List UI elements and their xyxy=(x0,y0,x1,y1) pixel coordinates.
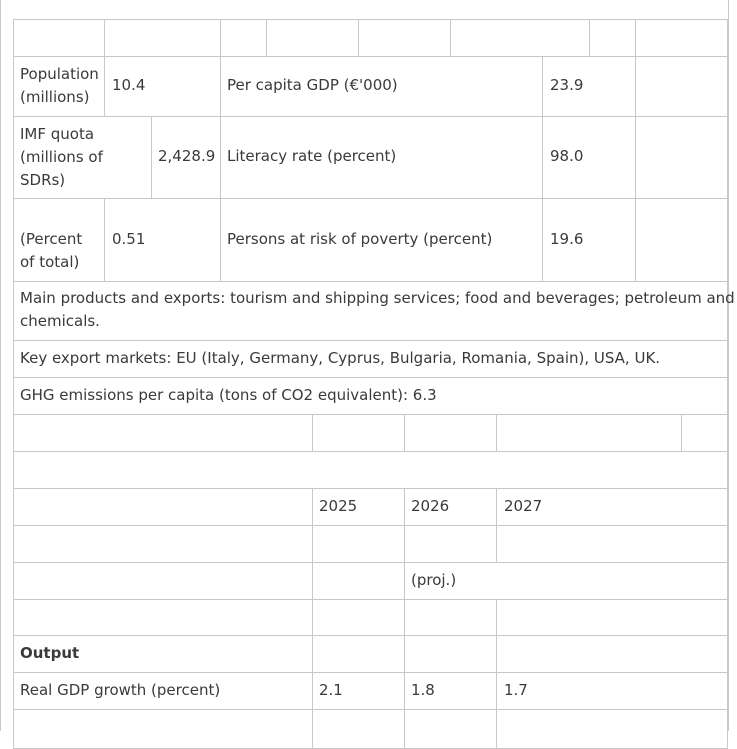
table-cell xyxy=(312,562,405,600)
pct-label-cell xyxy=(13,198,105,282)
population-value-cell xyxy=(104,56,221,117)
poverty-label-cell xyxy=(220,198,543,282)
gdp-value: 23.9 xyxy=(550,76,584,94)
empty-cell xyxy=(635,56,728,117)
population-label-cell xyxy=(13,56,105,117)
year-cell xyxy=(404,488,497,526)
table-cell xyxy=(13,488,313,526)
table-cell xyxy=(404,599,497,636)
gdp-value-cell xyxy=(542,56,636,117)
literacy-label: Literacy rate (percent) xyxy=(227,147,397,165)
ghg-note-cell xyxy=(13,377,728,415)
literacy-value-cell xyxy=(542,116,636,199)
table-cell xyxy=(13,599,313,636)
table-cell xyxy=(404,414,497,452)
population-label-line1: Population xyxy=(20,65,99,83)
year-2025: 2025 xyxy=(319,497,358,515)
products-note-line1: Main products and exports: tourism and shipping services; food and beverages; petroleum and xyxy=(20,289,735,307)
imf-value: 2,428.9 xyxy=(158,147,216,165)
header-cell xyxy=(358,19,451,57)
ghg-note: GHG emissions per capita (tons of CO2 equivalent): 6.3 xyxy=(20,386,437,404)
table-cell xyxy=(13,451,728,489)
year-cell xyxy=(496,488,728,526)
table-cell xyxy=(496,414,682,452)
poverty-label: Persons at risk of poverty (percent) xyxy=(227,230,493,248)
row-label: Real GDP growth (percent) xyxy=(20,681,221,699)
table-cell xyxy=(312,525,405,563)
value-cell xyxy=(404,672,497,710)
pct-label-line1: (Percent xyxy=(20,230,83,248)
imf-label-line3: SDRs) xyxy=(20,171,66,189)
table-cell xyxy=(13,525,313,563)
table-cell xyxy=(496,635,728,673)
products-note-cell xyxy=(13,281,735,341)
value-cell xyxy=(312,672,405,710)
markets-note: Key export markets: EU (Italy, Germany, Cyprus, Bulgaria, Romania, Spain), USA, UK. xyxy=(20,349,661,367)
table-cell xyxy=(312,599,405,636)
population-label-line2: (millions) xyxy=(20,88,90,106)
proj-label: (proj.) xyxy=(411,571,457,589)
header-cell xyxy=(13,19,105,57)
year-2026: 2026 xyxy=(411,497,450,515)
imf-label-line1: IMF quota xyxy=(20,125,95,143)
year-2027: 2027 xyxy=(504,497,543,515)
section-cell xyxy=(13,635,313,673)
table-cell xyxy=(13,709,313,749)
imf-label-cell xyxy=(13,116,152,199)
imf-label-line2: (millions of xyxy=(20,148,103,166)
imf-value-cell xyxy=(151,116,221,199)
table-cell xyxy=(312,414,405,452)
section-output: Output xyxy=(20,644,80,662)
pct-value: 0.51 xyxy=(112,230,146,248)
pct-value-cell xyxy=(104,198,221,282)
value-2027: 1.7 xyxy=(504,681,528,699)
products-note-line2: chemicals. xyxy=(20,312,100,330)
empty-cell xyxy=(635,198,728,282)
header-cell xyxy=(220,19,267,57)
table-cell xyxy=(13,414,313,452)
year-cell xyxy=(312,488,405,526)
table-cell xyxy=(312,635,405,673)
table-cell xyxy=(13,562,313,600)
literacy-label-cell xyxy=(220,116,543,199)
empty-cell xyxy=(635,116,728,199)
value-2026: 1.8 xyxy=(411,681,435,699)
header-cell xyxy=(589,19,636,57)
table-cell xyxy=(404,635,497,673)
poverty-value-cell xyxy=(542,198,636,282)
table-cell xyxy=(681,414,728,452)
population-value: 10.4 xyxy=(112,76,146,94)
header-cell xyxy=(104,19,221,57)
header-cell xyxy=(450,19,590,57)
header-cell xyxy=(635,19,728,57)
value-cell xyxy=(496,672,728,710)
pct-label-line2: of total) xyxy=(20,253,80,271)
table-cell xyxy=(312,709,405,749)
proj-cell xyxy=(404,562,728,600)
header-cell xyxy=(266,19,359,57)
value-2025: 2.1 xyxy=(319,681,343,699)
gdp-label-cell xyxy=(220,56,543,117)
gdp-label: Per capita GDP (€'000) xyxy=(227,76,398,94)
literacy-value: 98.0 xyxy=(550,147,584,165)
table-cell xyxy=(496,525,728,563)
markets-note-cell xyxy=(13,340,728,378)
table-cell xyxy=(496,599,728,636)
table-row xyxy=(13,672,313,710)
table-cell xyxy=(404,709,497,749)
table-cell xyxy=(404,525,497,563)
table-cell xyxy=(496,709,728,749)
poverty-value: 19.6 xyxy=(550,230,584,248)
